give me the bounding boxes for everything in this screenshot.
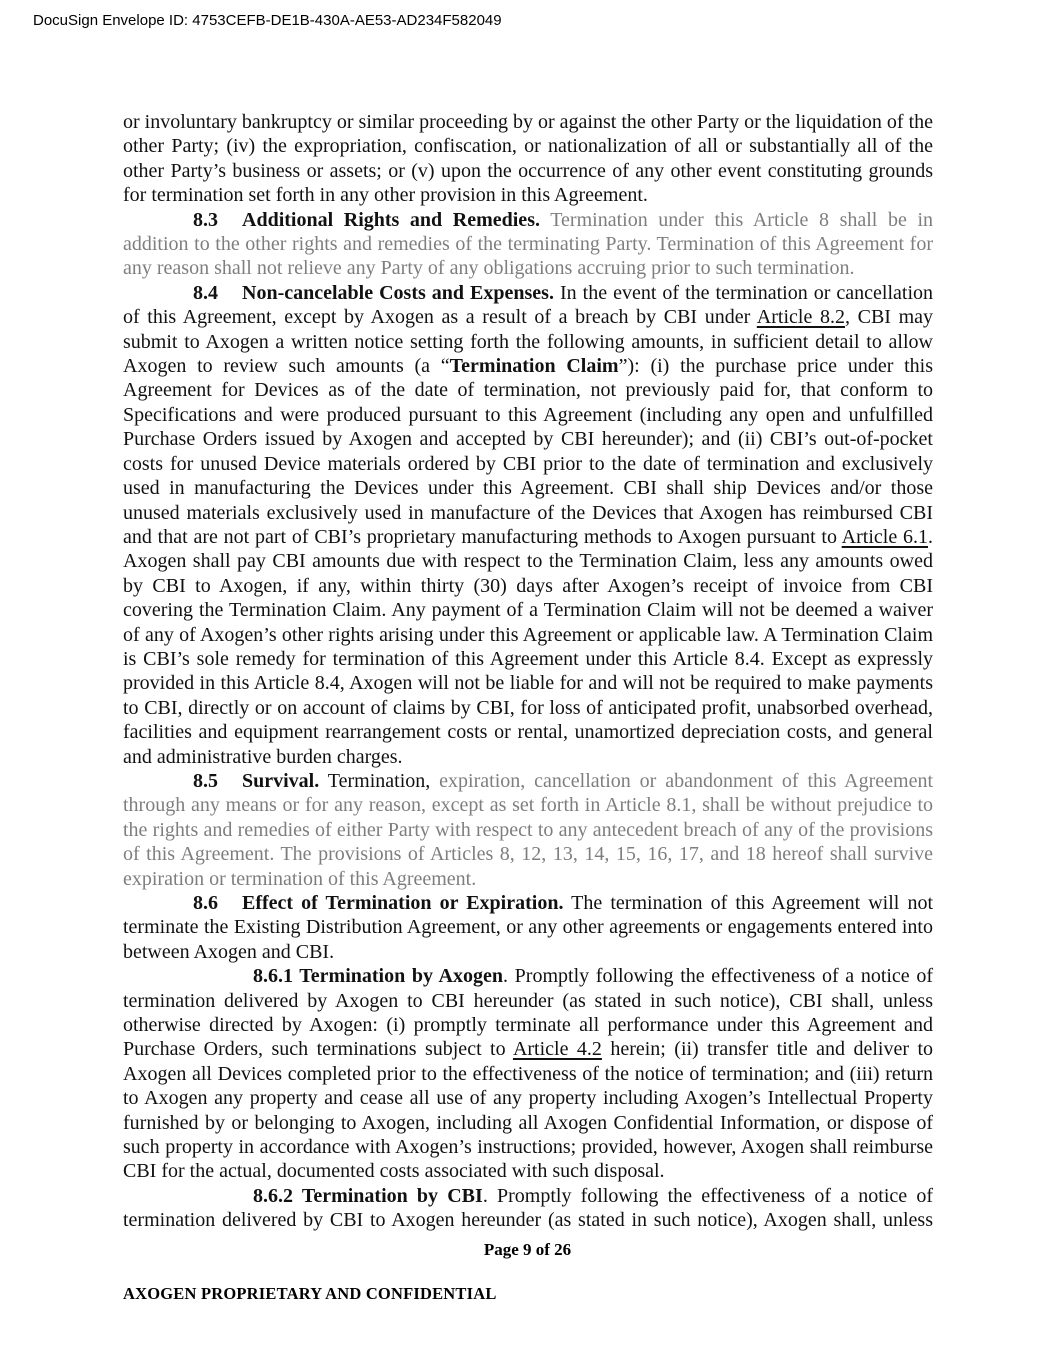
confidential-footer: AXOGEN PROPRIETARY AND CONFIDENTIAL [123, 1284, 497, 1303]
paragraph [123, 891, 933, 964]
text-run: Article 8.2 [756, 306, 845, 329]
text-run: 8.4 [193, 281, 218, 304]
text-run: Additional Rights and Remedies. [242, 208, 540, 231]
text-run: Non-cancelable Costs and Expenses. [242, 281, 554, 304]
text-run: Article 4.2 [512, 1038, 602, 1061]
text-run: Termination Claim [449, 355, 619, 378]
text-run: Survival. [242, 769, 320, 792]
text-run: In the event of the termination or cancellation of this Agreement, except by Axogen as a result of a breach by CBI under [123, 281, 933, 329]
text-run: ”): (i) the purchase price under this Agreement for Devices as of the date of termination, not previously paid for, that conform to Specifications and were produced pursuant to this Agreement (including any open and unfulfilled Purchase Orders issued by Axogen and accepted by CBI hereunder); and (ii) CBI’s out-of-pocket costs for unused Device materials ordered by CBI prior to the date of termination and exclusively used in manufacturing the Devices under this Agreement. CBI shall ship Devices and/or those unused materials exclusively used in manufacture of the Devices that Axogen has reimbursed CBI and that are not part of CBI’s proprietary manufacturing methods to Axogen pursuant to [123, 355, 934, 548]
text-run: The termination of this Agreement will not terminate the Existing Distribution Agreement, or any other agreements or engagements entered into between Axogen and CBI. [123, 892, 933, 963]
paragraph [123, 208, 933, 281]
page-number: Page 9 of 26 [483, 1240, 572, 1259]
text-run: . Axogen shall pay CBI amounts due with respect to the Termination Claim, less any amounts owed by CBI to Axogen, if any, within thirty (30) days after Axogen’s receipt of invoice from CBI covering the Termination Claim. Any payment of a Termination Claim will not be deemed a waiver of any of Axogen’s other rights arising under this Agreement or applicable law. A Termination Claim is CBI’s sole remedy for termination of this Agreement under this Article 8.4. Except as expressly provided in this Article 8.4, Axogen will not be liable for and will not be required to make payments to CBI, directly or on account of claims by CBI, for loss of anticipated profit, unabsorbed overhead, facilities and equipment rearrangement costs or rental, unamortized depreciation costs, and general and administrative burden charges. [123, 525, 933, 768]
text-run: 8.5 [193, 769, 218, 792]
text-run: herein; (ii) transfer title and deliver to Axogen all Devices completed prior to the effectiveness of the notice of termination; and (iii) return to Axogen any property and cease all use of any property including Axogen’s Intellectual Property furnished by or belonging to Axogen, including all Axogen Confidential Information, or dispose of such property in accordance with Axogen’s instructions; provided, however, Axogen shall reimburse CBI for the actual, documented costs associated with such disposal. [123, 1038, 933, 1183]
text-run: expiration, cancellation or abandonment of this Agreement through any means or for any reason, except as set forth in Article 8.1, shall be without prejudice to the rights and remedies of either Party with respect to any antecedent breach of any of the provisions of this Agreement. The provisions of Articles 8, 12, 13, 14, 15, 16, 17, and 18 hereof shall survive expiration or termination of this Agreement. [123, 769, 933, 890]
document-body [123, 110, 933, 1233]
text-run: . Promptly following the effectiveness of a notice of termination delivered by Axogen to CBI hereunder (as stated in such notice), CBI shall, unless otherwise directed by Axogen: (i) promptly terminate all performance under this Agreement and Purchase Orders, such terminations subject to [123, 965, 934, 1061]
paragraph [123, 964, 933, 1184]
text-run: . Promptly following the effectiveness of a notice of termination delivered by CBI to Axogen hereunder (as stated in such notice), Axogen shall, unless [123, 1184, 934, 1232]
text-run: 8.3 [193, 208, 218, 231]
text-run: or involuntary bankruptcy or similar proceeding by or against the other Party or the liquidation of the other Party; (iv) the expropriation, confiscation, or nationalization of all or substantially all of the other Party’s business or assets; or (v) upon the occurrence of any other event constituting grounds for termination set forth in any other provision in this Agreement. [123, 111, 933, 207]
text-run: , CBI may submit to Axogen a written notice setting forth the following amounts, in sufficient detail to allow Axogen to review such amounts (a “ [123, 306, 934, 378]
text-run: 8.6.2 Termination by CBI [253, 1184, 483, 1207]
docusign-envelope-id: DocuSign Envelope ID: 4753CEFB-DE1B-430A-AE53-AD234F582049 [33, 12, 502, 29]
paragraph [123, 1184, 933, 1233]
text-run: Termination, [319, 769, 431, 792]
paragraph [123, 110, 933, 208]
text-run: Article 6.1 [841, 525, 928, 548]
text-run: Termination under this Article 8 shall be in addition to the other rights and remedies of the terminating Party. Termination of this Agreement for any reason shall not relieve any Party of any obligations accruing prior to such termination. [123, 208, 934, 280]
text-run: Effect of Termination or Expiration. [242, 892, 564, 914]
text-run: 8.6.1 Termination by Axogen [253, 965, 504, 988]
paragraph [123, 281, 933, 769]
text-run: 8.6 [193, 892, 218, 914]
paragraph [123, 769, 933, 891]
